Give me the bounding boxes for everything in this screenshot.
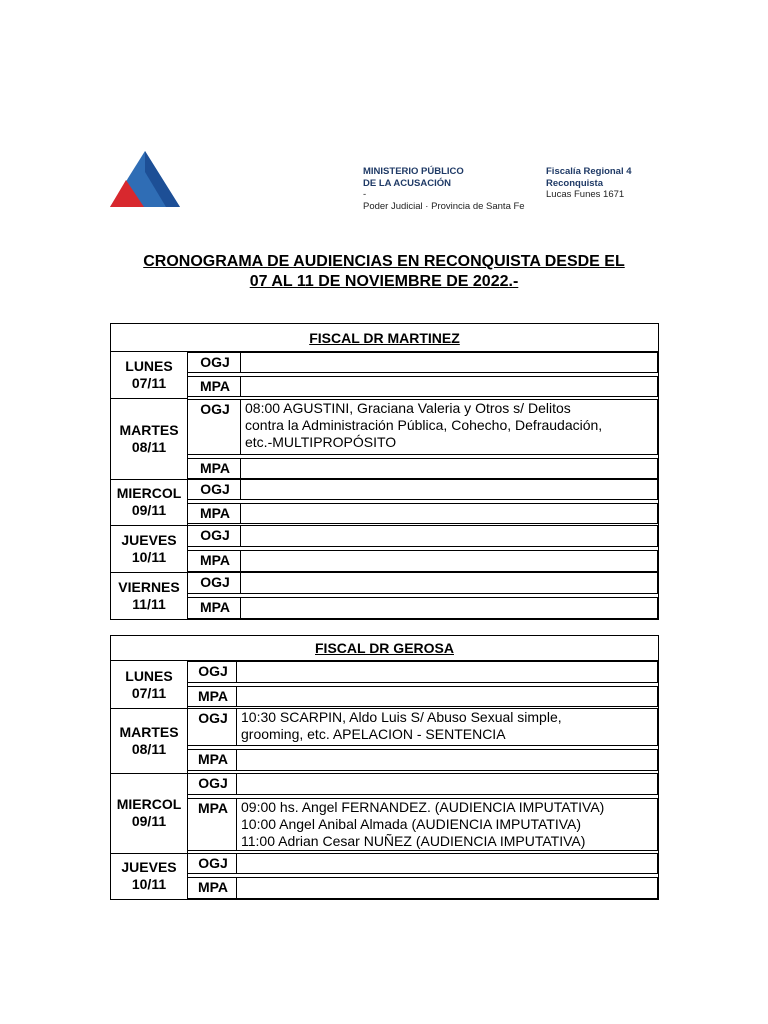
title-line-2: 07 AL 11 DE NOVIEMBRE DE 2022.- xyxy=(249,273,519,290)
schedule-table-gerosa xyxy=(110,635,659,900)
mpa-row xyxy=(187,749,658,771)
title-line-1: CRONOGRAMA DE AUDIENCIAS EN RECONQUISTA DESDE EL xyxy=(143,253,625,270)
day-name: LUNES xyxy=(125,667,173,684)
mpa-code: MPA xyxy=(197,879,229,895)
mpa-entry-cell xyxy=(236,798,658,851)
triangle-logo-icon xyxy=(108,150,182,210)
ogj-row xyxy=(187,853,658,874)
mpa-code: MPA xyxy=(199,599,231,615)
day-label xyxy=(111,525,187,572)
ogj-row xyxy=(187,708,658,746)
mpa-code-cell xyxy=(187,597,241,619)
mpa-row xyxy=(187,458,658,479)
ogj-code-cell xyxy=(187,773,237,795)
day-date: 07/11 xyxy=(131,375,167,391)
ogj-code-cell xyxy=(187,661,237,683)
ogj-code-cell xyxy=(187,853,237,874)
ogj-row xyxy=(187,352,658,373)
day-name: JUEVES xyxy=(121,859,177,875)
ogj-row xyxy=(187,399,658,455)
day-name: MARTES xyxy=(119,723,179,740)
org-line-1: MINISTERIO PÚBLICO xyxy=(363,166,464,177)
ogj-row xyxy=(187,479,658,500)
office-line-1: Fiscalía Regional 4 xyxy=(546,166,632,177)
office-header xyxy=(546,166,632,201)
day-label xyxy=(111,853,187,899)
mpa-code-cell xyxy=(187,503,241,524)
office-line-3: Lucas Funes 1671 xyxy=(546,189,625,200)
ogj-row xyxy=(187,572,658,594)
mpa-row xyxy=(187,503,658,524)
ogj-code: OGJ xyxy=(198,855,228,871)
mpa-code: MPA xyxy=(199,460,231,476)
ogj-code-cell xyxy=(187,525,241,547)
day-date: 09/11 xyxy=(131,502,167,518)
mpa-code: MPA xyxy=(199,378,231,394)
ogj-code: OGJ xyxy=(198,663,228,679)
mpa-row xyxy=(187,877,658,899)
ogj-entry-cell xyxy=(240,525,658,547)
day-date: 08/11 xyxy=(131,740,167,757)
mpa-code: MPA xyxy=(199,505,231,521)
office-line-2: Reconquista xyxy=(546,177,604,189)
ogj-code-cell xyxy=(187,479,241,500)
day-name: VIERNES xyxy=(118,578,180,595)
ogj-row xyxy=(187,773,658,795)
ogj-code: OGJ xyxy=(198,775,228,791)
day-name: JUEVES xyxy=(121,531,177,548)
table-heading: FISCAL DR GEROSA xyxy=(111,636,658,661)
column-divider xyxy=(187,352,188,619)
ogj-entry-cell xyxy=(236,708,658,746)
mpa-code-cell xyxy=(187,798,237,851)
mpa-entry-cell xyxy=(236,877,658,899)
table-heading: FISCAL DR MARTINEZ xyxy=(111,324,658,352)
ogj-entry-cell xyxy=(240,352,658,373)
mpa-code: MPA xyxy=(197,751,229,767)
mpa-entry-text: 09:00 hs. Angel FERNANDEZ. (AUDIENCIA IMPUTATIVA) 10:00 Angel Anibal Almada (AUDIENCIA IMPUTATIVA) 11:00 Adrian Cesar NUÑEZ (AUDIENCIA IMPUTATIVA) xyxy=(241,799,605,849)
mpa-code-cell xyxy=(187,686,237,707)
day-label xyxy=(111,661,187,708)
org-line-2: DE LA ACUSACIÓN xyxy=(363,177,451,189)
ogj-entry-text: 08:00 AGUSTINI, Graciana Valeria y Otros s/ Delitos contra la Administración Pública, Cohecho, Defraudación, etc.-MULTIPROPÓSITO xyxy=(245,400,603,450)
mpa-code-cell xyxy=(187,877,237,899)
ogj-code: OGJ xyxy=(200,574,230,590)
day-date: 07/11 xyxy=(131,684,167,701)
mpa-code-cell xyxy=(187,376,241,397)
ogj-entry-cell xyxy=(240,479,658,500)
ogj-entry-text: 10:30 SCARPIN, Aldo Luis S/ Abuso Sexual simple, grooming, etc. APELACION - SENTENCIA xyxy=(241,709,562,742)
mpa-code-cell xyxy=(187,458,241,479)
day-label xyxy=(111,399,187,479)
mpa-row xyxy=(187,597,658,619)
mpa-entry-cell xyxy=(240,376,658,397)
mpa-row xyxy=(187,376,658,397)
day-label xyxy=(111,352,187,398)
column-divider xyxy=(187,661,188,899)
mpa-code: MPA xyxy=(197,688,229,704)
ogj-entry-cell xyxy=(240,572,658,594)
mpa-entry-cell xyxy=(236,686,658,707)
mpa-row xyxy=(187,798,658,851)
page-title xyxy=(100,252,668,292)
ogj-row xyxy=(187,661,658,683)
mpa-entry-cell xyxy=(240,550,658,572)
ogj-code: OGJ xyxy=(200,481,230,497)
ogj-code-cell xyxy=(187,572,241,594)
day-label xyxy=(111,773,187,853)
ogj-code: OGJ xyxy=(200,527,230,543)
org-header: MINISTERIO PÚBLICO DE LA ACUSACIÓN - Poder Judicial · Provincia de Santa Fe xyxy=(363,166,525,212)
schedule-table-martinez xyxy=(110,323,659,620)
day-label xyxy=(111,572,187,619)
mpa-row xyxy=(187,686,658,707)
day-name: MIERCOL xyxy=(116,796,182,812)
mpa-code-cell xyxy=(187,550,241,572)
ogj-code: OGJ xyxy=(198,710,228,726)
day-name: MARTES xyxy=(119,422,179,438)
mpa-entry-cell xyxy=(240,458,658,479)
ogj-entry-cell xyxy=(236,661,658,683)
day-name: LUNES xyxy=(125,358,173,374)
org-line-3: Poder Judicial · Provincia de Santa Fe xyxy=(363,200,525,212)
mpa-row xyxy=(187,550,658,572)
day-name: MIERCOL xyxy=(116,485,182,501)
mpa-code-cell xyxy=(187,749,237,771)
mpa-code: MPA xyxy=(197,800,229,816)
ogj-entry-cell xyxy=(236,853,658,874)
ogj-code-cell xyxy=(187,399,241,455)
day-label xyxy=(111,479,187,525)
ogj-entry-cell xyxy=(240,399,658,455)
day-date: 10/11 xyxy=(131,876,167,892)
day-date: 09/11 xyxy=(131,813,167,829)
ogj-code-cell xyxy=(187,352,241,373)
day-date: 11/11 xyxy=(132,595,166,612)
ogj-entry-cell xyxy=(236,773,658,795)
ogj-code: OGJ xyxy=(200,354,230,370)
mpa-entry-cell xyxy=(240,597,658,619)
ogj-code: OGJ xyxy=(200,401,230,417)
day-date: 10/11 xyxy=(131,548,167,565)
ogj-row xyxy=(187,525,658,547)
day-date: 08/11 xyxy=(131,439,167,455)
mpa-entry-cell xyxy=(236,749,658,771)
mpa-code: MPA xyxy=(199,552,231,568)
day-label xyxy=(111,708,187,773)
ogj-code-cell xyxy=(187,708,237,746)
mpa-entry-cell xyxy=(240,503,658,524)
